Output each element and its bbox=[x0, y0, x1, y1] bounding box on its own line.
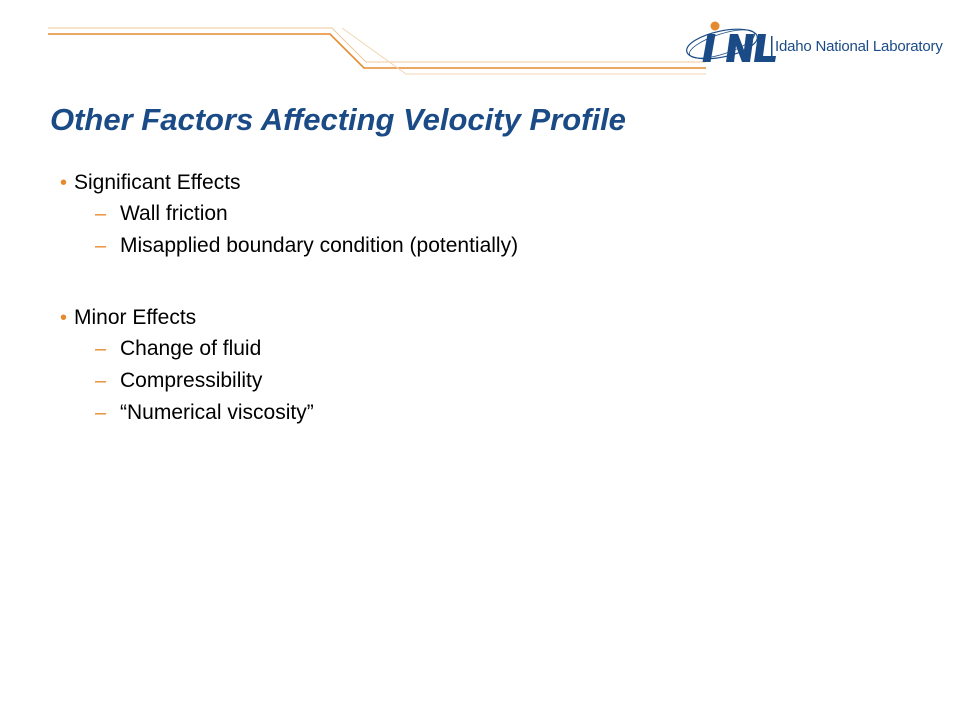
sub-bullet-label: Misapplied boundary condition (potentially) bbox=[120, 234, 519, 257]
bullet-label: Minor Effects bbox=[74, 306, 197, 329]
sub-bullet-label: Wall friction bbox=[120, 202, 228, 225]
sub-bullet-item bbox=[60, 333, 920, 365]
sub-bullet-label: Compressibility bbox=[120, 369, 263, 392]
bullet-item bbox=[60, 168, 920, 198]
bullet-item bbox=[60, 303, 920, 333]
sub-bullet-item bbox=[60, 397, 920, 429]
slide-content bbox=[60, 168, 920, 470]
sub-bullet-item bbox=[60, 198, 920, 230]
sub-bullet-item bbox=[60, 365, 920, 397]
bullet-group-significant bbox=[60, 168, 920, 262]
dash-icon: – bbox=[95, 369, 107, 392]
dash-icon: – bbox=[95, 337, 107, 360]
sub-bullet-label: “Numerical viscosity” bbox=[120, 401, 314, 424]
bullet-dot-icon: • bbox=[60, 307, 68, 329]
dash-icon: – bbox=[95, 234, 107, 257]
page-title: Other Factors Affecting Velocity Profile bbox=[50, 102, 626, 137]
bullet-dot-icon: • bbox=[60, 172, 68, 194]
dash-icon: – bbox=[95, 202, 107, 225]
bullet-group-minor bbox=[60, 303, 920, 429]
dash-icon: – bbox=[95, 401, 107, 424]
sub-bullet-item bbox=[60, 230, 920, 262]
sub-bullet-label: Change of fluid bbox=[120, 337, 262, 360]
bullet-label: Significant Effects bbox=[74, 171, 241, 194]
inl-logo-name: Idaho National Laboratory bbox=[775, 38, 943, 55]
